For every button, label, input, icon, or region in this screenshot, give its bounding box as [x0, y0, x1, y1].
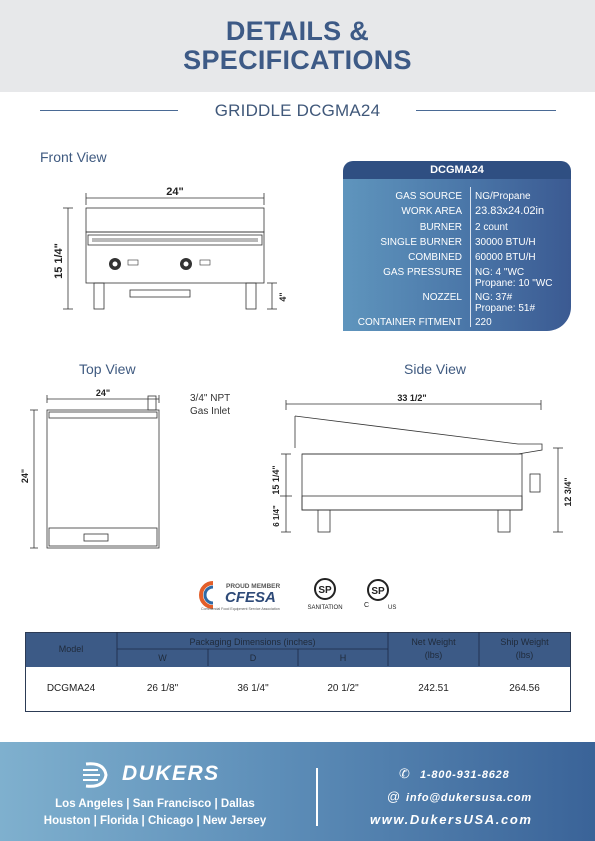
td-model: DCGMA24 — [46, 683, 96, 694]
csa-sanitation-text: SANITATION — [307, 605, 343, 611]
side-leg-dim: 6 1/4" — [272, 505, 281, 527]
spec-value: 2 count — [475, 222, 508, 233]
th-w: W — [158, 653, 167, 663]
td-ship-weight: 264.56 — [509, 683, 540, 694]
front-leg-dim: 4" — [278, 292, 288, 302]
side-depth-dim: 33 1/2" — [397, 393, 427, 403]
page-title-line1: DETAILS & — [225, 16, 370, 46]
front-height-dim: 15 1/4" — [53, 243, 65, 279]
spec-value: NG/Propane — [475, 191, 531, 202]
cfesa-logo — [198, 578, 298, 612]
phone-icon: ✆ — [399, 766, 410, 781]
th-ship-weight: Ship Weight — [500, 637, 549, 647]
spec-key: COMBINED — [408, 252, 462, 263]
th-h: H — [339, 653, 347, 663]
footer-separator — [316, 768, 318, 826]
spec-value-secondary: Propane: 10 "WC — [475, 278, 553, 289]
spec-value: 23.83x24.02in — [475, 205, 545, 217]
email-icon: @ — [387, 789, 401, 804]
spec-model-header: DCGMA24 — [343, 161, 571, 179]
top-view-label: Top View — [79, 361, 136, 377]
side-view-label: Side View — [404, 361, 467, 377]
csa-c-text: C — [364, 602, 370, 609]
spec-key: NOZZEL — [422, 292, 462, 303]
spec-divider — [470, 187, 471, 327]
front-width-dim: 24" — [166, 186, 184, 198]
csa-us-logo — [358, 576, 402, 612]
spec-value: NG: 4 "WC — [475, 267, 525, 278]
spec-key: BURNER — [419, 222, 462, 233]
th-net-unit: (lbs) — [424, 650, 443, 660]
spec-panel — [343, 161, 571, 331]
td-net-weight: 242.51 — [418, 683, 449, 694]
side-height-dim: 15 1/4" — [271, 465, 281, 495]
cfesa-top-text: PROUD MEMBER — [226, 583, 281, 590]
gas-inlet-note-line1: 3/4" NPT — [190, 393, 231, 404]
front-view-label: Front View — [40, 149, 107, 165]
side-view-drawing — [262, 388, 582, 548]
csa-sanitation-logo — [305, 576, 349, 612]
footer-brand: DUKERS — [122, 762, 220, 785]
side-right-dim: 12 3/4" — [563, 477, 573, 507]
th-model: Model — [58, 644, 84, 654]
spec-value: 60000 BTU/H — [475, 252, 536, 263]
footer-phone[interactable]: 1-800-931-8628 — [420, 769, 510, 781]
th-d: D — [249, 653, 257, 663]
footer-website[interactable]: www.DukersUSA.com — [370, 812, 533, 827]
spec-key: GAS PRESSURE — [383, 267, 462, 278]
td-d: 36 1/4" — [237, 683, 269, 694]
footer-email[interactable]: info@dukersusa.com — [406, 792, 532, 804]
top-depth-dim: 24" — [20, 468, 30, 484]
top-view-drawing — [18, 386, 258, 556]
gas-inlet-note-line2: Gas Inlet — [190, 406, 231, 417]
th-packaging: Packaging Dimensions (inches) — [189, 637, 316, 647]
footer-cities-line2: Houston | Florida | Chicago | New Jersey — [43, 815, 267, 827]
td-w: 26 1/8" — [146, 683, 179, 694]
cfesa-subtext: Commercial Food Equipment Service Association — [201, 607, 280, 611]
dukers-logo-mark — [80, 758, 120, 792]
spec-value: 220 — [475, 317, 492, 328]
spec-key: WORK AREA — [401, 206, 462, 217]
top-width-dim: 24" — [95, 388, 111, 398]
footer-cities-line1: Los Angeles | San Francisco | Dallas — [55, 798, 255, 810]
spec-key: SINGLE BURNER — [380, 237, 462, 248]
spec-key: CONTAINER FITMENT — [357, 317, 462, 328]
spec-value: NG: 37# — [475, 292, 513, 303]
product-subtitle: GRIDDLE DCGMA24 — [214, 101, 381, 120]
svg-text:SP: SP — [371, 586, 385, 597]
spec-value-secondary: Propane: 51# — [475, 303, 536, 314]
front-view-drawing — [40, 175, 300, 325]
svg-text:SP: SP — [318, 585, 332, 596]
th-ship-unit: (lbs) — [515, 650, 534, 660]
spec-key: GAS SOURCE — [395, 191, 462, 202]
th-net-weight: Net Weight — [411, 637, 456, 647]
td-h: 20 1/2" — [327, 683, 359, 694]
csa-us-text: US — [388, 605, 397, 611]
spec-value: 30000 BTU/H — [475, 237, 536, 248]
cfesa-name: CFESA — [225, 589, 276, 606]
page-title-line2: SPECIFICATIONS — [183, 45, 412, 75]
